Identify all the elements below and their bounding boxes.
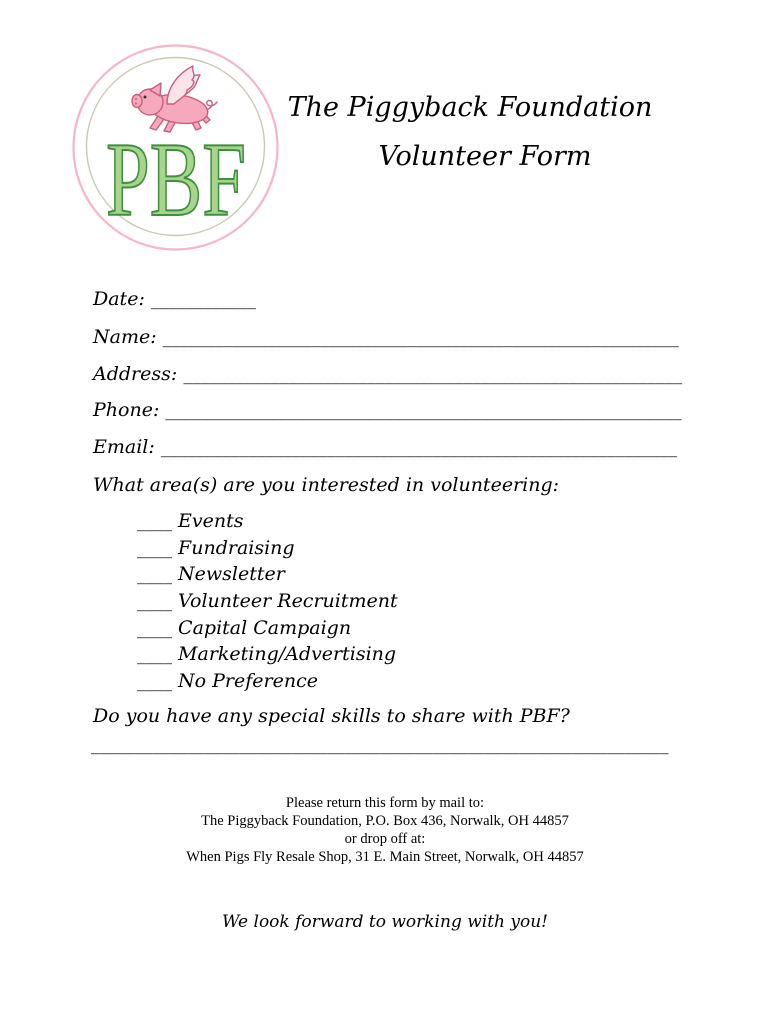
interest-blank-line: ____ bbox=[137, 672, 172, 693]
email-field bbox=[93, 435, 677, 460]
interest-question: What area(s) are you interested in volunteering: bbox=[93, 474, 560, 496]
interest-option-label: Capital Campaign bbox=[178, 616, 352, 639]
interest-option-fundraising bbox=[137, 535, 398, 562]
interest-option-label: Events bbox=[178, 510, 244, 532]
pbf-logo bbox=[70, 42, 282, 254]
name-field bbox=[93, 325, 679, 350]
dropoff-address-line: When Pigs Fly Resale Shop, 31 E. Main Street, Norwalk, OH 44857 bbox=[186, 849, 584, 865]
interest-option-capital-campaign bbox=[137, 615, 398, 642]
email-blank-line: ___________________________________________________________ bbox=[160, 438, 678, 458]
interest-option-events bbox=[137, 508, 398, 535]
address-blank-line: _________________________________________________________ bbox=[183, 365, 683, 385]
interest-option-no-preference bbox=[137, 668, 398, 695]
mailing-address-line: The Piggyback Foundation, P.O. Box 436, Norwalk, OH 44857 bbox=[201, 813, 569, 829]
name-blank-line: ___________________________________________________________ bbox=[162, 328, 679, 348]
interest-option-label: Marketing/Advertising bbox=[178, 643, 397, 666]
interest-options-list bbox=[137, 508, 398, 695]
logo-text: PBF bbox=[106, 121, 246, 238]
date-label: Date: bbox=[93, 288, 145, 310]
pig-tail bbox=[207, 100, 217, 110]
interest-option-label: Newsletter bbox=[178, 563, 285, 586]
form-title: The Piggyback Foundation bbox=[287, 92, 653, 123]
address-label: Address: bbox=[93, 363, 178, 385]
address-field bbox=[93, 362, 682, 387]
interest-blank-line: ____ bbox=[137, 645, 172, 666]
closing-message: We look forward to working with you! bbox=[221, 912, 549, 932]
interest-option-volunteer-recruitment bbox=[137, 588, 398, 615]
skills-question: Do you have any special skills to share with PBF? bbox=[93, 705, 570, 727]
form-subtitle: Volunteer Form bbox=[378, 141, 592, 172]
interest-option-marketing-advertising bbox=[137, 641, 398, 668]
interest-blank-line: ____ bbox=[137, 592, 172, 613]
phone-field bbox=[93, 398, 682, 423]
date-field bbox=[93, 287, 256, 312]
name-label: Name: bbox=[93, 326, 157, 348]
return-instructions-line: Please return this form by mail to: bbox=[285, 795, 485, 811]
interest-option-label: No Preference bbox=[178, 670, 318, 693]
email-label: Email: bbox=[93, 436, 155, 458]
interest-blank-line: ____ bbox=[137, 565, 172, 586]
pig-eye bbox=[144, 96, 147, 99]
interest-option-label: Volunteer Recruitment bbox=[178, 590, 398, 613]
date-blank-line: ____________ bbox=[150, 290, 256, 310]
return-instructions bbox=[0, 794, 770, 866]
phone-blank-line: ___________________________________________________________ bbox=[165, 401, 682, 421]
pig-snout bbox=[132, 95, 142, 108]
interest-blank-line: ____ bbox=[137, 512, 172, 532]
interest-blank-line: ____ bbox=[137, 618, 172, 639]
interest-option-newsletter bbox=[137, 561, 398, 588]
pig-nostril bbox=[135, 103, 137, 105]
phone-label: Phone: bbox=[93, 399, 160, 421]
skills-blank-line: __________________________________________________________________ bbox=[91, 735, 669, 755]
interest-option-label: Fundraising bbox=[178, 536, 295, 559]
return-instructions-line: or drop off at: bbox=[344, 831, 426, 847]
pig-nostril bbox=[135, 98, 137, 100]
interest-blank-line: ____ bbox=[137, 538, 172, 559]
